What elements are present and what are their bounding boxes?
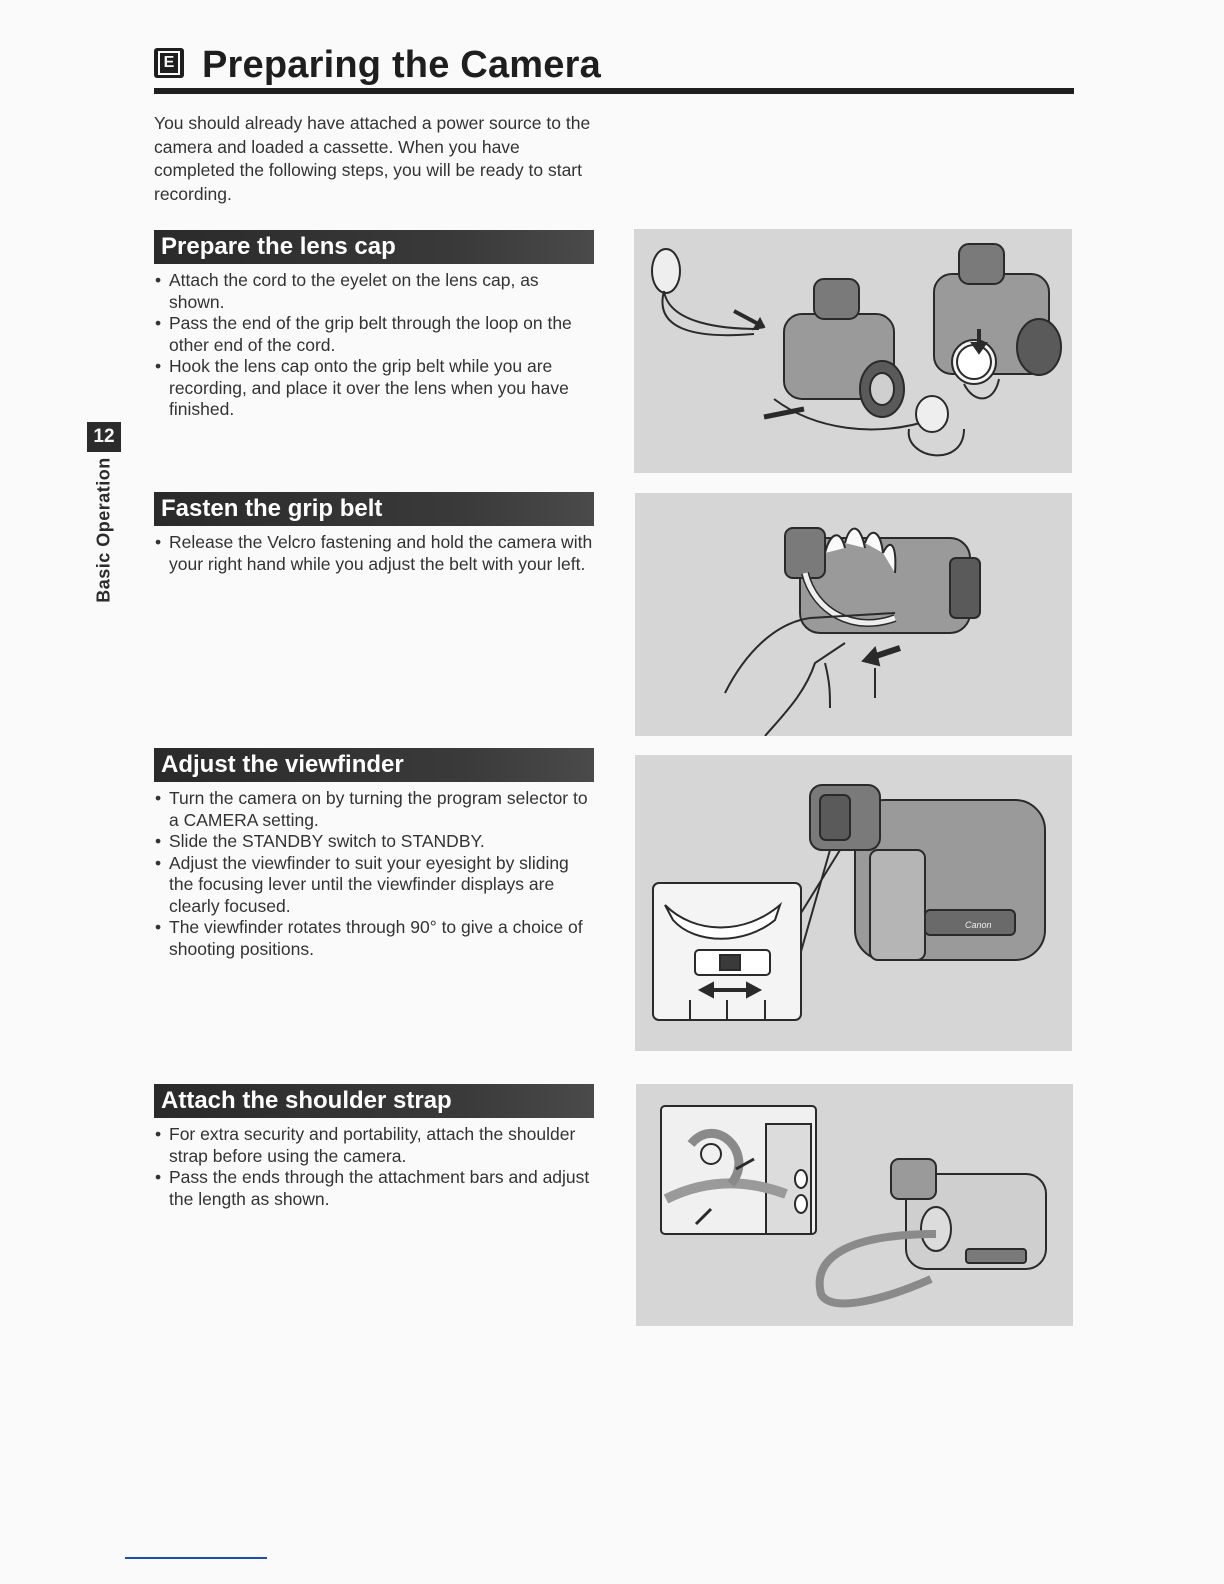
- bullet-list: [154, 270, 594, 421]
- section-title: Fasten the grip belt: [154, 492, 594, 526]
- intro-paragraph: You should already have attached a power source to the camera and loaded a cassette. When you have completed the following steps, you will be ready to start recording.: [154, 113, 591, 204]
- list-item: • The viewfinder rotates through 90° to give a choice of shooting positions.: [154, 917, 594, 960]
- section-lens-cap: [154, 230, 594, 421]
- section-shoulder-strap: [154, 1084, 594, 1210]
- list-item: • Hook the lens cap onto the grip belt while you are recording, and place it over the lens when you have finished.: [154, 356, 594, 421]
- bullet-list: [154, 532, 594, 575]
- footer-link-line: [125, 1557, 267, 1559]
- list-item: • For extra security and portability, attach the shoulder strap before using the camera.: [154, 1124, 594, 1167]
- list-item: • Pass the ends through the attachment bars and adjust the length as shown.: [154, 1167, 594, 1210]
- list-item: • Turn the camera on by turning the program selector to a CAMERA setting.: [154, 788, 594, 831]
- section-title: Prepare the lens cap: [154, 230, 594, 264]
- shoulder-strap-illustration: [636, 1084, 1073, 1326]
- shoulder-strap-drawing: [636, 1084, 1073, 1326]
- list-item: • Attach the cord to the eyelet on the lens cap, as shown.: [154, 270, 594, 313]
- grip-belt-drawing: [635, 493, 1072, 736]
- list-item: • Pass the end of the grip belt through the loop on the other end of the cord.: [154, 313, 594, 356]
- title-rule: [154, 88, 1074, 94]
- section-grip-belt: [154, 492, 594, 575]
- chapter-label: Basic Operation: [93, 457, 114, 603]
- lens-cap-illustration: [634, 229, 1072, 473]
- grip-belt-illustration: [635, 493, 1072, 736]
- viewfinder-illustration: [635, 755, 1072, 1051]
- list-item: • Adjust the viewfinder to suit your eyesight by sliding the focusing lever until the viewfinder displays are clearly focused.: [154, 853, 594, 918]
- section-title: Adjust the viewfinder: [154, 748, 594, 782]
- page-title: Preparing the Camera: [202, 44, 601, 86]
- list-item: • Slide the STANDBY switch to STANDBY.: [154, 831, 594, 853]
- page-number-tab: 12: [87, 422, 121, 452]
- list-item: • Release the Velcro fastening and hold the camera with your right hand while you adjust the belt with your left.: [154, 532, 594, 575]
- section-title: Attach the shoulder strap: [154, 1084, 594, 1118]
- bullet-list: [154, 1124, 594, 1210]
- section-viewfinder: [154, 748, 594, 960]
- brand-logo: Canon: [965, 920, 992, 930]
- bullet-list: [154, 788, 594, 960]
- viewfinder-drawing: [635, 755, 1072, 1051]
- section-letter-badge: E: [154, 48, 184, 78]
- lens-cap-drawing: [634, 229, 1072, 473]
